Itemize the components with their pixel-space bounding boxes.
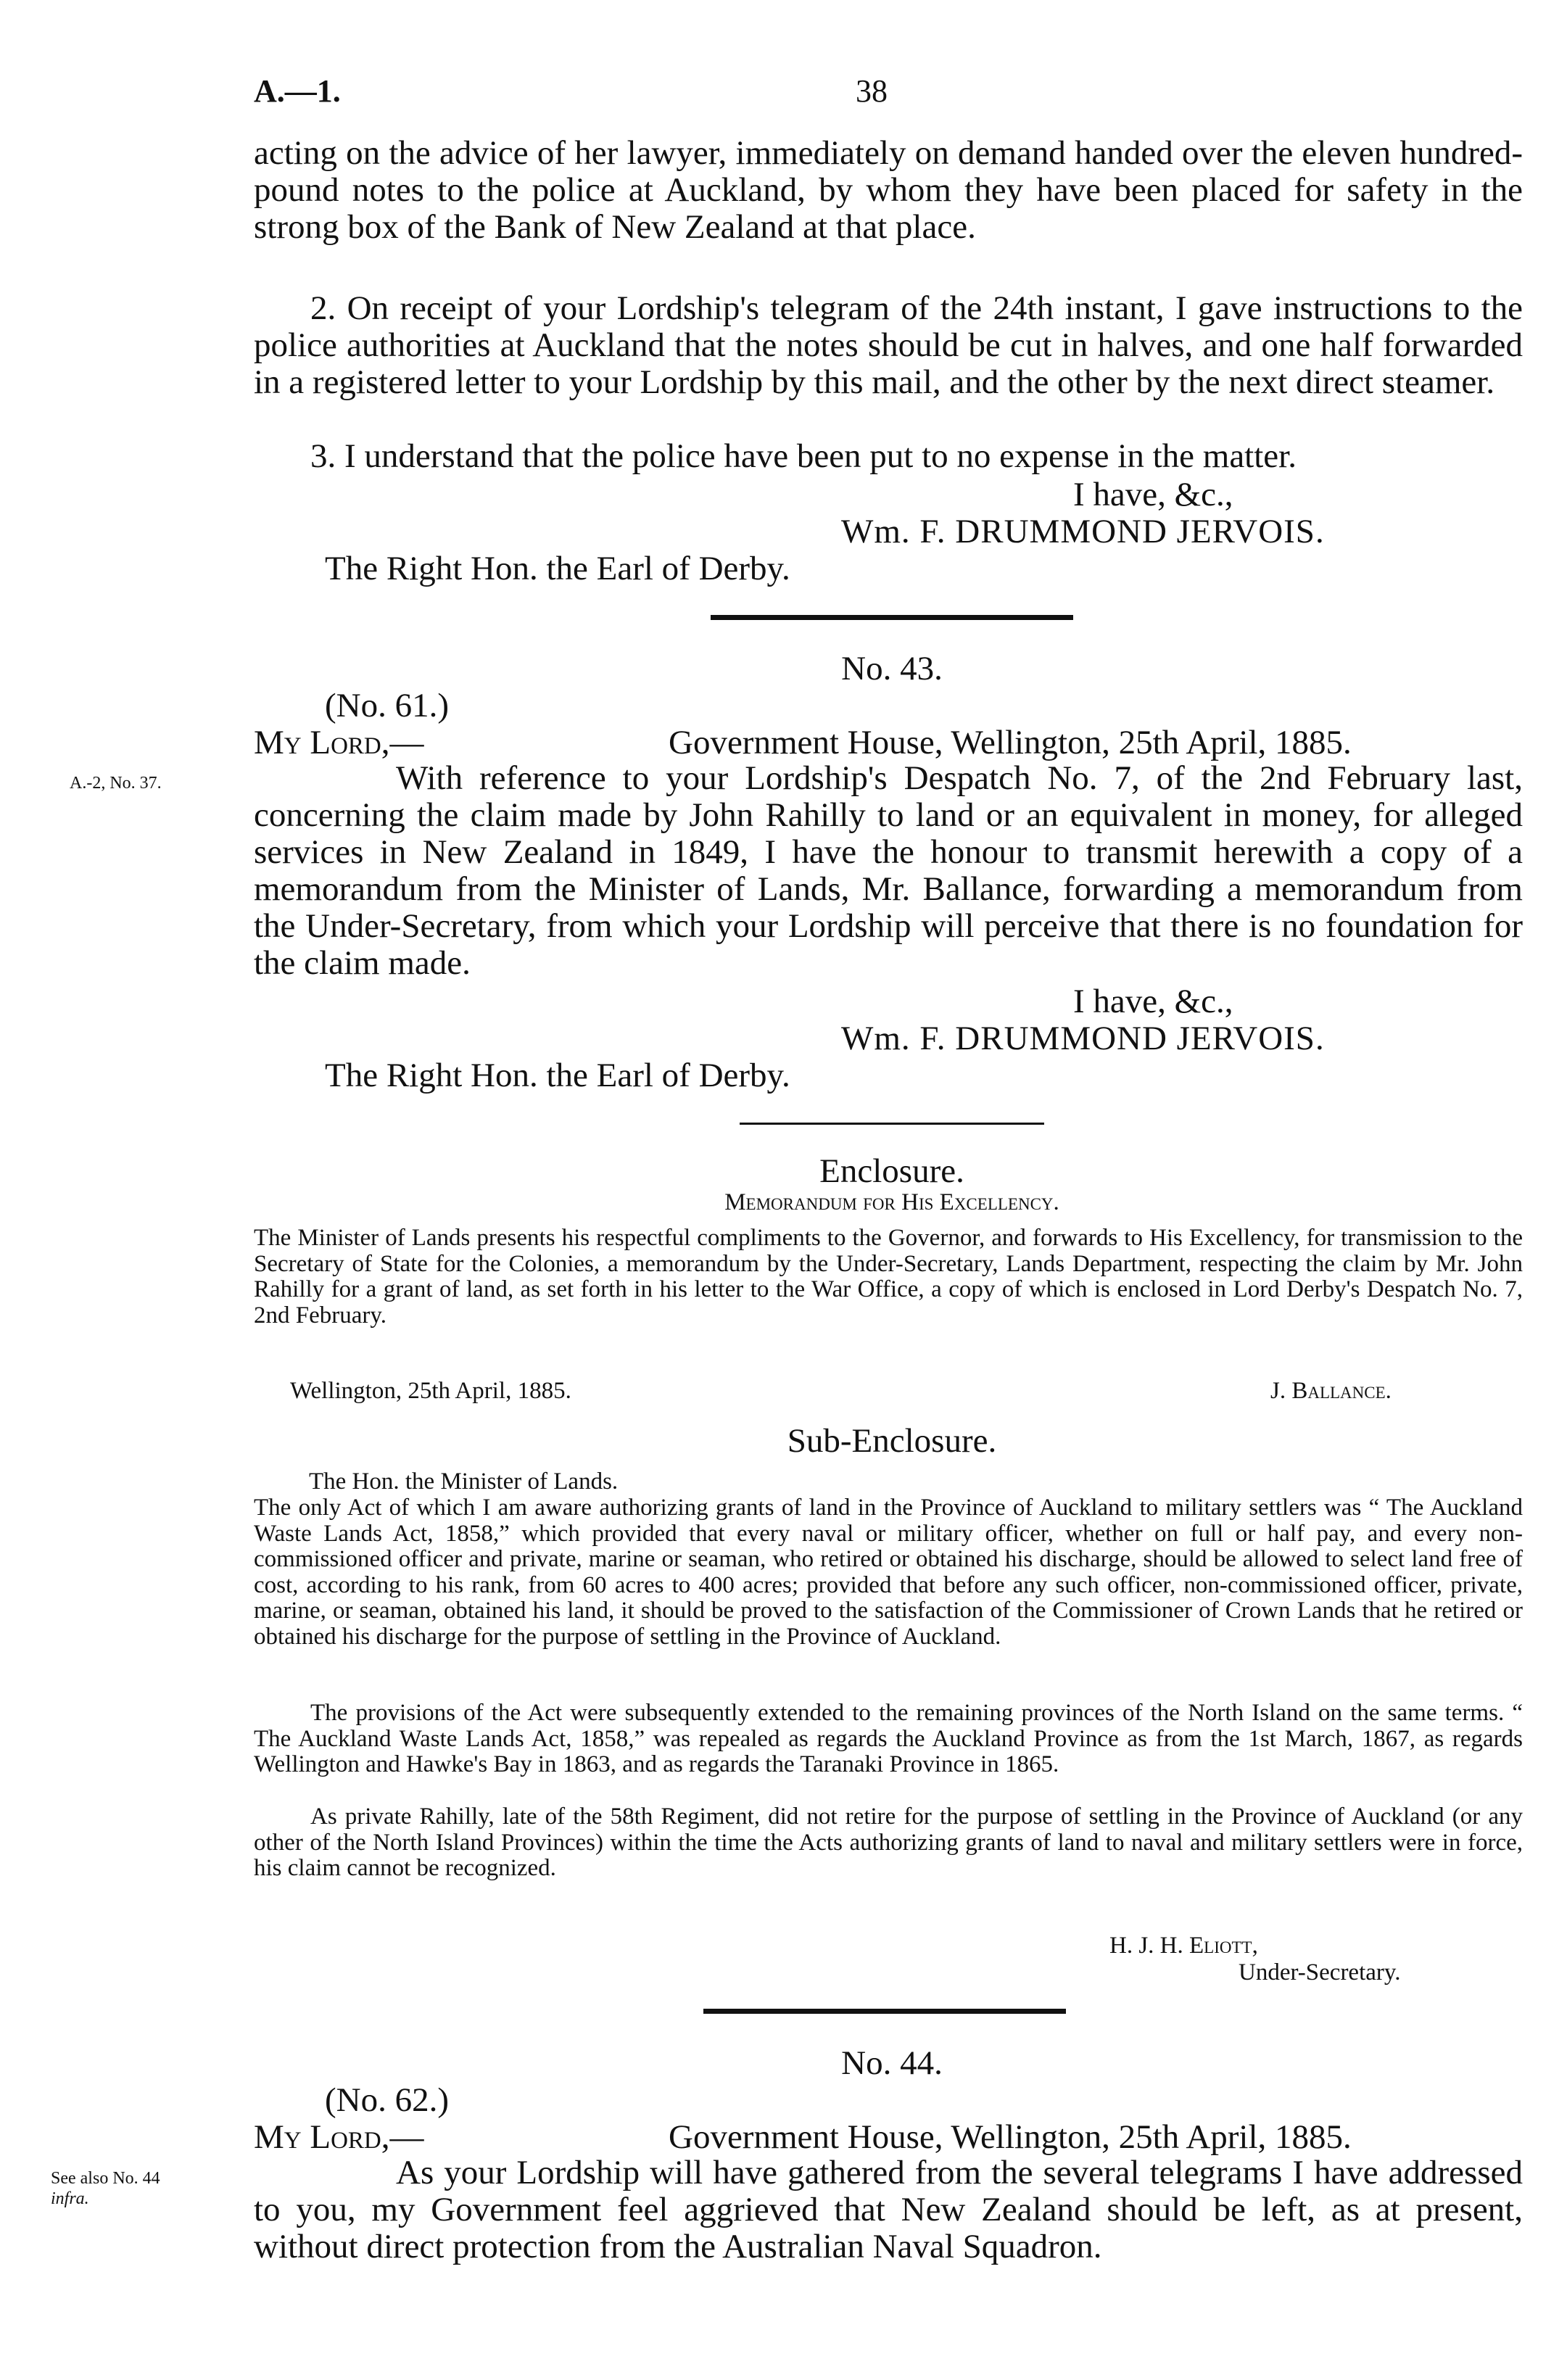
despatch-43-addressee: The Right Hon. the Earl of Derby. bbox=[325, 1057, 790, 1094]
despatch-43-ref: (No. 61.) bbox=[325, 687, 449, 724]
section-rule-thick bbox=[711, 615, 1073, 620]
sub-enclosure-paragraph-3: As private Rahilly, late of the 58th Regiment, did not retire for the purpose of settling in the Province of Auckland (or any other of the North Island Provinces) within the time the Acts authorizing grants of land to naval and military settlers were in force, his claim cannot be recognized. bbox=[254, 1803, 1523, 1881]
despatch-42-paragraph-3: 3. I understand that the police have been put to no expense in the matter. bbox=[310, 437, 1297, 475]
despatch-43-place-date: Government House, Wellington, 25th April, 1885. bbox=[669, 724, 1352, 761]
despatch-42-paragraph-2: 2. On receipt of your Lordship's telegram of the 24th instant, I gave instructions to the police authorities at Auckland that the notes should be cut in halves, and one half forwarded in a registered letter to your Lordship by this mail, and the other by the next direct steamer. bbox=[254, 289, 1523, 401]
despatch-44-number: No. 44. bbox=[841, 2044, 943, 2082]
enclosure-subtitle: Memorandum for His Excellency. bbox=[724, 1189, 1059, 1215]
sub-enclosure-paragraph-1: The only Act of which I am aware authorizing grants of land in the Province of Auckland to military settlers was “ The Auckland Waste Lands Act, 1858,” which provided that every naval or military officer, whether on full or half pay, and every non-commissioned officer and private, marine or seaman, who retired or obtained his discharge, should be allowed to select land free of cost, according to his rank, from 60 acres to 400 acres; provided that before any such officer, non-commissioned officer, private, marine, or seaman, obtained his land, it should be proved to the satisfaction of the Commissioner of Crown Lands that he retired or obtained his discharge for the purpose of settling in the Province of Auckland. bbox=[254, 1495, 1523, 1650]
salutation-text: My Lord,— bbox=[254, 2118, 424, 2156]
margin-note-line-2: infra. bbox=[51, 2189, 89, 2208]
despatch-43-salutation bbox=[254, 723, 424, 762]
section-rule-thin bbox=[740, 1123, 1044, 1125]
page-number: 38 bbox=[856, 73, 888, 109]
document-code: A.—1. bbox=[254, 73, 341, 109]
sub-enclosure-signature-title: Under-Secretary. bbox=[1239, 1959, 1401, 1986]
page-header bbox=[0, 73, 1567, 123]
enclosure-signature: J. Ballance. bbox=[1270, 1378, 1392, 1404]
enclosure-date: Wellington, 25th April, 1885. bbox=[290, 1378, 571, 1404]
despatch-42-paragraph-1: acting on the advice of her lawyer, immediately on demand handed over the eleven hundred-pound notes to the police at Auckland, by whom they have been placed for safety in the strong box of the Bank of New Zealand at that place. bbox=[254, 134, 1523, 246]
despatch-43-number: No. 43. bbox=[841, 650, 943, 687]
section-rule-thick-2 bbox=[703, 2009, 1066, 2014]
margin-note-line-1: See also No. 44 bbox=[51, 2169, 160, 2188]
despatch-43-body: With reference to your Lordship's Despatch No. 7, of the 2nd February last, concerning the claim made by John Rahilly to land or an equivalent in money, for alleged services in New Zealand in 1849, I have the honour to transmit herewith a copy of a memorandum from the Minister of Lands, Mr. Ballance, forwarding a memorandum from the Under-Secretary, from which your Lordship will perceive that there is no foundation for the claim made. bbox=[254, 759, 1523, 982]
enclosure-body: The Minister of Lands presents his respectful compliments to the Governor, and forwards to His Excellency, for transmission to the Secretary of State for the Colonies, a memorandum by the Under-Secretary, Lands Department, respecting the claim by Mr. John Rahilly for a grant of land, as set forth in his letter to the War Office, a copy of which is enclosed in Lord Derby's Despatch No. 7, 2nd February. bbox=[254, 1225, 1523, 1329]
despatch-43-margin-note: A.-2, No. 37. bbox=[70, 774, 162, 793]
despatch-44-salutation bbox=[254, 2117, 424, 2157]
despatch-44-ref: (No. 62.) bbox=[325, 2081, 449, 2119]
sub-enclosure-addressee: The Hon. the Minister of Lands. bbox=[309, 1468, 619, 1495]
enclosure-title: Enclosure. bbox=[819, 1152, 964, 1190]
despatch-42-addressee: The Right Hon. the Earl of Derby. bbox=[325, 550, 790, 587]
despatch-42-signature: Wm. F. DRUMMOND JERVOIS. bbox=[841, 513, 1325, 550]
despatch-43-signature: Wm. F. DRUMMOND JERVOIS. bbox=[841, 1020, 1325, 1057]
salutation-text: My Lord,— bbox=[254, 724, 424, 761]
sub-enclosure-title: Sub-Enclosure. bbox=[787, 1422, 997, 1460]
despatch-43-closing: I have, &c., bbox=[1073, 983, 1233, 1020]
despatch-44-body: As your Lordship will have gathered from the several telegrams I have addressed to you, my Government feel aggrieved that New Zealand should be left, as at present, without direct protection from the Australian Naval Squadron. bbox=[254, 2154, 1523, 2265]
despatch-42-closing: I have, &c., bbox=[1073, 476, 1233, 513]
sub-enclosure-paragraph-2: The provisions of the Act were subsequently extended to the remaining provinces of the North Island on the same terms. “ The Auckland Waste Lands Act, 1858,” was repealed as regards the Auckland Province as from the 1st March, 1867, as regards Wellington and Hawke's Bay in 1863, and as regards the Taranaki Province in 1865. bbox=[254, 1700, 1523, 1777]
sub-enclosure-signature: H. J. H. Eliott, bbox=[1109, 1933, 1258, 1959]
despatch-44-place-date: Government House, Wellington, 25th April, 1885. bbox=[669, 2118, 1352, 2156]
despatch-44-margin-note bbox=[51, 2168, 160, 2209]
